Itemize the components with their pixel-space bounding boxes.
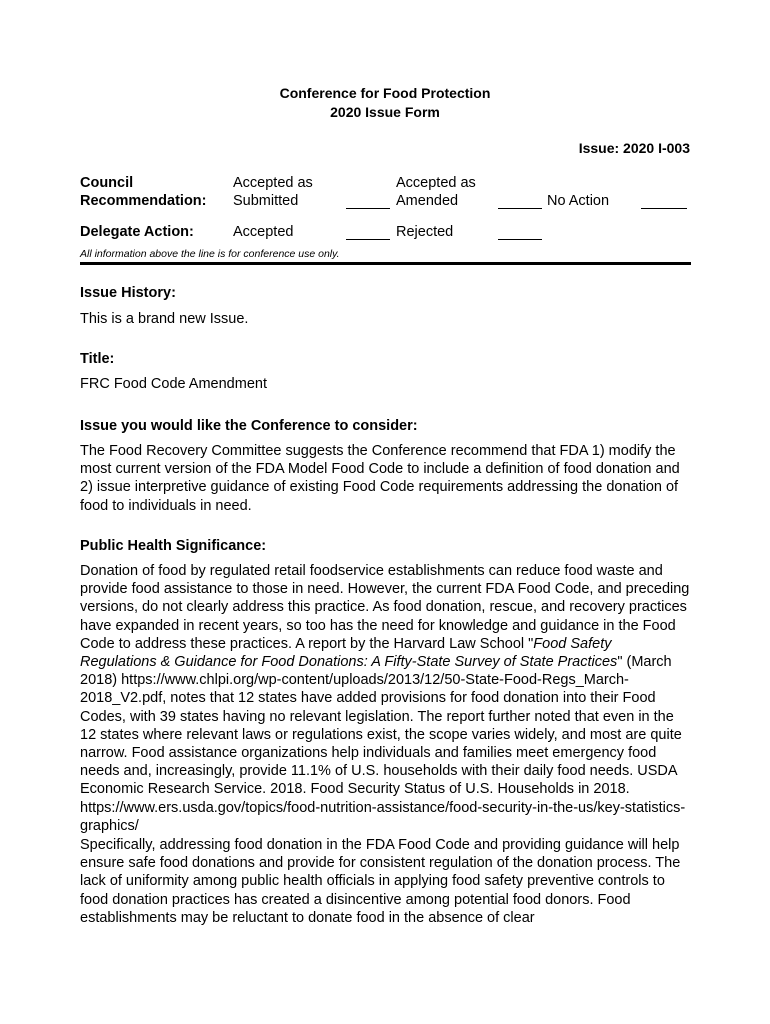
- conference-use-note: All information above the line is for conference use only.: [80, 248, 340, 260]
- issue-consider-heading: Issue you would like the Conference to consider:: [80, 418, 418, 434]
- delegate-rejected-blank[interactable]: [498, 239, 542, 240]
- issue-history-heading: Issue History:: [80, 285, 176, 301]
- accepted-amended-blank[interactable]: [498, 208, 542, 209]
- public-health-paragraph-2: Specifically, addressing food donation in the FDA Food Code and providing guidance will help ensure safe food donations and provide for consistent regulation of the donation process. The lack of uniformity among public health officials in applying food safety preventive controls to food donation practices has created a disincentive among potential food donors. Food establishments may be reluctant to donate food in the absence of clear: [80, 837, 681, 926]
- delegate-action-label: Delegate Action:: [80, 224, 194, 240]
- public-health-paragraph-1: Donation of food by regulated retail foodservice establishments can reduce food waste and provide food assistance to those in need. However, the current FDA Food Code, and preceding versions, do not clearly address this practice. As food donation, rescue, and recovery practices have expanded in recent years, so too has the need for knowledge and guidance in the Food Code to address these practices. A report by the Harvard Law School "Food Safety Regulations & Guidance for Food Donations: A Fifty-State Survey of State Practices" (March 2018) https://www.chlpi.org/wp-content/uploads/2013/12/50-State-Food-Regs_March-2018_V2.pdf, notes that 12 states have added provisions for food donation into their Food Codes, with 39 states having no relevant legislation. The report further noted that even in the 12 states where relevant laws or regulations exist, the scope varies widely, and most are quite narrow. Food assistance organizations help individuals and families meet emergency food needs and, increasingly, provide 11.1% of U.S. households with their daily food needs. USDA Economic Research Service. 2018. Food Security Status of U.S. Households in 2018. https://www.ers.usda.gov/topics/food-nutrition-assistance/food-security-in-the-us/key-statistics-graphics/: [80, 563, 690, 834]
- accepted-as-amended-option: Accepted as Amended: [396, 175, 476, 209]
- divider-rule: [80, 262, 691, 265]
- title-text: FRC Food Code Amendment: [80, 376, 267, 392]
- accepted-submitted-blank[interactable]: [346, 208, 390, 209]
- public-health-heading: Public Health Significance:: [80, 538, 267, 554]
- delegate-accepted-blank[interactable]: [346, 239, 390, 240]
- issue-number: Issue: 2020 I-003: [578, 140, 690, 156]
- issue-consider-text: The Food Recovery Committee suggests the Conference recommend that FDA 1) modify the most current version of the FDA Model Food Code to include a definition of food donation and 2) issue interpretive guidance of existing Food Code requirements addressing the donation of food to individuals in need.: [80, 443, 680, 514]
- council-label: Council Recommendation:: [80, 175, 207, 209]
- form-year-title: 2020 Issue Form: [330, 104, 440, 120]
- conference-title: Conference for Food Protection: [279, 85, 491, 101]
- title-heading: Title:: [80, 351, 115, 367]
- delegate-accepted-option: Accepted: [233, 224, 294, 240]
- delegate-rejected-option: Rejected: [396, 224, 454, 240]
- no-action-option: No Action: [547, 193, 610, 209]
- public-health-text: [80, 562, 691, 835]
- issue-history-text: This is a brand new Issue.: [80, 311, 249, 327]
- no-action-blank[interactable]: [641, 208, 687, 209]
- accepted-as-submitted-option: Accepted as Submitted: [233, 175, 313, 209]
- report-title: Food Safety Regulations & Guidance for Food Donations: A Fifty-State Survey of State Practices: [80, 635, 618, 671]
